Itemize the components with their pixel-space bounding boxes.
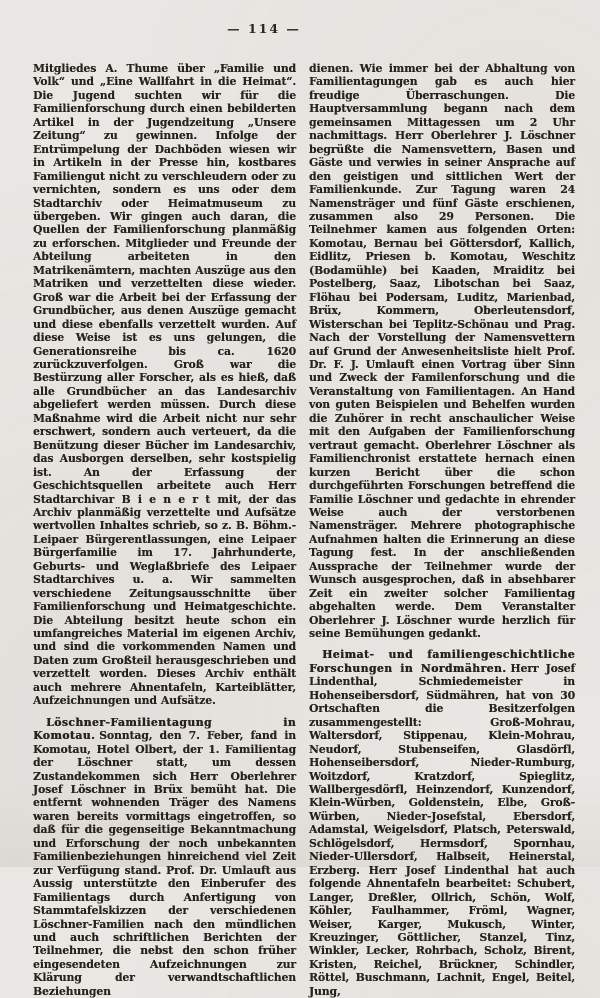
paragraph: dienen. Wie immer bei der Abhaltung von Familientagungen gab es auch hier freudige Überraschungen. Die Hauptversammlung begann nach dem gemeinsamen Mittagessen um 2 Uhr nachmittags. Herr Oberlehrer J. Löschner begrüßte die Namensvettern, Basen und Gäste und verwies in seiner Ansprache auf den geistigen und sittlichen Wert der Familienkunde. Zur Tagung waren 24 Namensträger und fünf Gäste erschienen, zusammen also 29 Personen. Die Teilnehmer kamen aus folgenden Orten: Komotau, Bernau bei Göttersdorf, Kallich, Eidlitz, Priesen b. Komotau, Weschitz (Bodamühle) bei Kaaden, Mraiditz bei Postelberg, Saaz, Libotschan bei Saaz, Flöhau bei Podersam, Luditz, Marienbad, Brüx, Kommern, Oberleutensdorf, Wisterschan bei Teplitz-Schönau und Prag. Nach der Vorstellung der Namensvettern auf Grund der Anwesenheitsliste hielt Prof. Dr. F. J. Umlauft einen Vortrag über Sinn und Zweck der Familenforschung und die Veranstaltung von Familientagen. An Hand von guten Beispielen und Behelfen wurden die Zuhörer in recht anschaulicher Weise mit den Aufgaben der Familienforschung vertraut gemacht. Oberlehrer Löschner als Familienchronist erstattete hernach einen kurzen Bericht über die schon durchgeführten Forschungen betreffend die Familie Löschner und gedachte in ehrender Weise auch der verstorbenen Namensträger. Mehrere photographische Aufnahmen halten die Erinnerung an diese Tagung fest. In der anschließenden Aussprache der Teilnehmer wurde der Wunsch ausgesprochen, daß in absehbarer Zeit ein zweiter solcher Familientag abgehalten werde. Dem Veranstalter Oberlehrer J. Löschner wurde herzlich für seine Bemühungen gedankt. xyxy=(309,62,575,641)
paragraph: Mitgliedes A. Thume über „Familie und Volk“ und „Eine Wallfahrt in die Heimat“. Die Jugend suchten wir für die Familienforschung durch einen bebilderten Artikel in der Jugendzeitung „Unsere Zeitung“ zu gewinnen. Infolge der Entrümpelung der Dachböden wiesen wir in Artikeln in der Presse hin, kostbares Familiengut nicht zu verschleudern oder zu vernichten, sondern es uns oder dem Stadtarchiv oder Heimatmuseum zu übergeben. Wir gingen auch daran, die Quellen der Familienforschung planmäßig zu erforschen. Mitglieder und Freunde der Abteilung arbeiteten in den Matrikenämtern, machten Auszüge aus den Matriken und verzettelten diese wieder. Groß war die Arbeit bei der Erfassung der Grundbücher, aus denen Auszüge gemacht und diese ebenfalls verzettelt wurden. Auf diese Weise ist es uns gelungen, die Generationsreihe bis ca. 1620 zurückzuverfolgen. Groß war die Bestürzung aller Forscher, als es hieß, daß alle Grundbücher an das Landesarchiv abgeliefert werden müssen. Durch diese Maßnahme wird die Arbeit nicht nur sehr erschwert, sondern auch verteuert, da die Benützung dieser Bücher im Landesarchiv, das Ausborgen derselben, sehr kostspielig ist. An der Erfassung der Geschichtsquellen arbeitete auch Herr Stadtarchivar B i e n e r t mit, der das Archiv planmäßig verzettelte und Aufsätze wertvollen Inhaltes schrieb, so z. B. Böhm.-Leipaer Bürgerentlassungen, eine Leipaer Bürgerfamilie im 17. Jahrhunderte, Geburts- und Weglaßbriefe des Leipaer Stadtarchives u. a. Wir sammelten verschiedene Zeitungsausschnitte über Familienforschung und Heimatgeschichte. Die Abteilung besitzt heute schon ein umfangreiches Material im eigenen Archiv, und sind die vorkommenden Namen und Daten zum Großteil herausgeschrieben und verzettelt worden. Dieses Archiv enthält auch mehrere Ahnentafeln, Karteiblätter, Aufzeichnungen und Aufsätze. xyxy=(33,62,296,708)
right-column xyxy=(309,62,575,998)
paragraph-text: Herr Josef Lindenthal, Schmiedemeister in Hohenseibersdorf, Südmähren, hat von 30 Ortschaften die Besitzerfolgen zusammengestellt: Groß-Mohrau, Waltersdorf, Stippenau, Klein-Mohrau, Neudorf, Stubenseifen, Glasdörfl, Hohenseibersdorf, Nieder-Rumburg, Woitzdorf, Kratzdorf, Spieglitz, Wallbergesdörfl, Heinzendorf, Kunzendorf, Klein-Würben, Goldenstein, Elbe, Groß-Würben, Nieder-Josefstal, Ebersdorf, Adamstal, Weigelsdorf, Platsch, Peterswald, Schlögelsdorf, Hermsdorf, Spornhau, Nieder-Ullersdorf, Halbseit, Heinerstal, Erzberg. Herr Josef Lindenthal hat auch folgende Ahnentafeln bearbeitet: Schubert, Langer, Dreßler, Ollrich, Schön, Wolf, Köhler, Faulhammer, Fröml, Wagner, Weiser, Karger, Mukusch, Winter, Kreuzinger, Göttlicher, Stanzel, Tinz, Winkler, Lecker, Rohrbach, Scholz, Birent, Kristen, Reichel, Brückner, Schindler, Röttel, Buschmann, Lachnit, Engel, Beitel, Jung, xyxy=(309,661,575,998)
paragraph-text: Sonntag, den 7. Feber, fand in Komotau, Hotel Olbert, der 1. Familientag der Löschner statt, um dessen Zustandekommen sich Herr Oberlehrer Josef Löschner in Brüx bemüht hat. Die entfernt wohnenden Träger des Namens waren bereits vormittags eingetroffen, so daß für die gegenseitige Bekanntmachung und Erforschung der noch unbekannten Familienbeziehungen hinreichend viel Zeit zur Verfügung stand. Prof. Dr. Umlauft aus Aussig unterstützte den Einberufer des Familientags durch Anfertigung von Stammtafelskizzen der verschiedenen Löschner-Familien nach den mündlichen und auch schriftlichen Berichten der Teilnehmer, die nebst den schon früher eingesendeten Aufzeichnungen zur Klärung der verwandtschaftlichen Beziehungen xyxy=(33,729,296,998)
page-number: — 114 — xyxy=(227,21,301,36)
section-heading: Heimat- und familiengeschichtliche Forschungen in Nordmähren. xyxy=(309,648,575,675)
paragraph xyxy=(33,716,296,998)
section-heading: Löschner-Familientagung in Komotau. xyxy=(33,715,296,743)
left-column xyxy=(33,62,296,998)
paragraph xyxy=(309,648,575,998)
text-columns xyxy=(33,62,575,998)
